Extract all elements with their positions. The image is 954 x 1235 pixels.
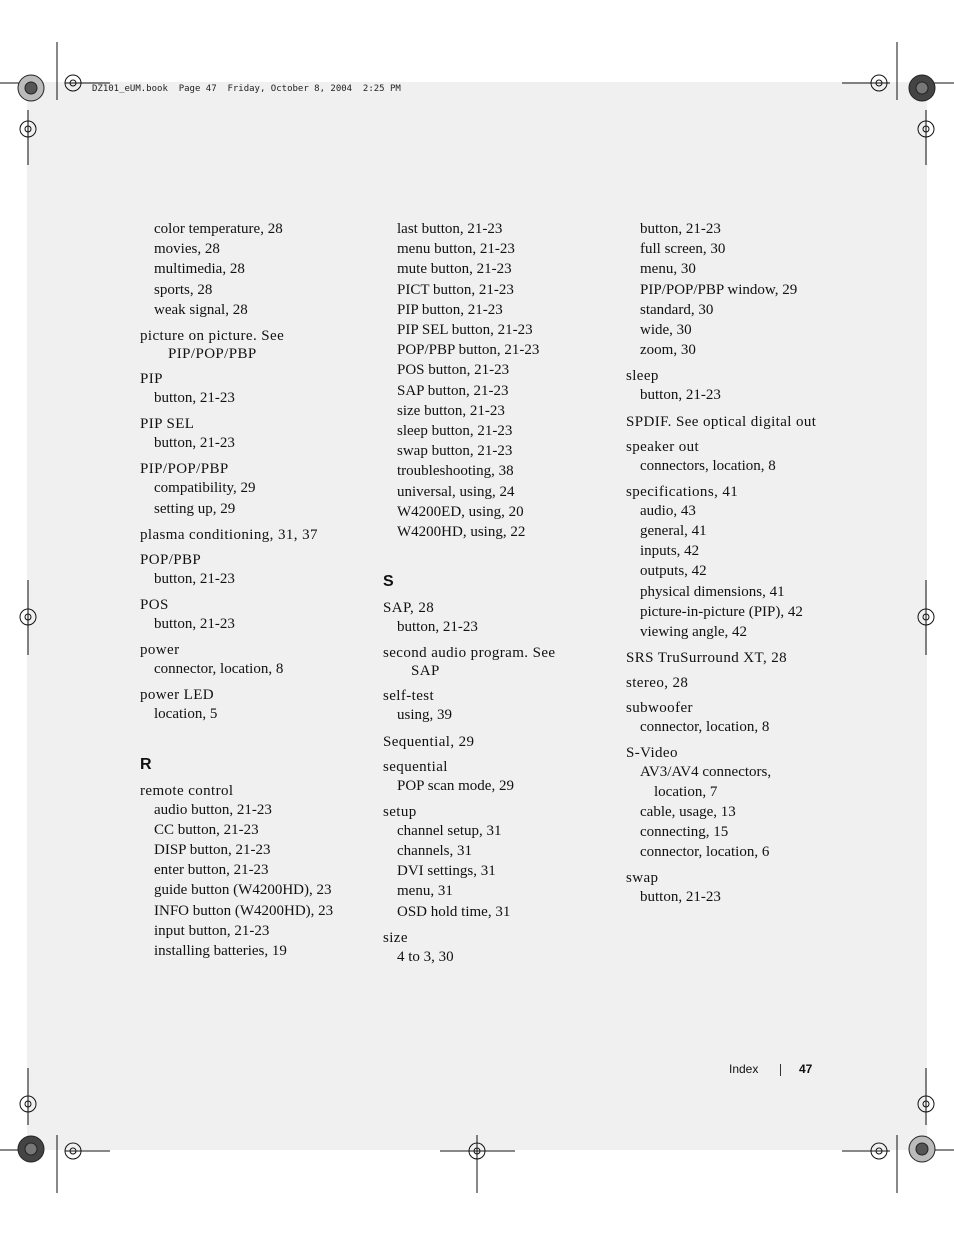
index-subterm: picture-in-picture (PIP), 42 xyxy=(640,603,803,620)
index-subterm: PIP/POP/PBP window, 29 xyxy=(640,281,798,298)
index-main-term: S-Video xyxy=(626,745,678,762)
index-subterm: POS button, 21-23 xyxy=(397,362,510,379)
index-subterm: multimedia, 28 xyxy=(154,261,245,278)
index-entry xyxy=(383,599,618,637)
index-subterm: menu, 31 xyxy=(397,883,453,900)
index-subterm: connectors, location, 8 xyxy=(640,457,776,474)
index-column-3 xyxy=(626,219,861,907)
index-entry xyxy=(626,699,861,737)
index-subterm: AV3/AV4 connectors, xyxy=(640,764,772,781)
page-number: 47 xyxy=(799,1062,813,1076)
index-subterm: button, 21-23 xyxy=(397,619,478,636)
print-slug: DZ101_eUM.book Page 47 Friday, October 8, 2004 2:25 PM xyxy=(92,84,401,94)
index-main-term: sequential xyxy=(383,758,448,775)
index-entry xyxy=(140,686,375,724)
index-main-term: picture on picture. See xyxy=(140,328,285,345)
index-main-term: setup xyxy=(383,803,417,820)
index-subterm: W4200HD, using, 22 xyxy=(397,524,526,541)
index-subterm: input button, 21-23 xyxy=(154,922,270,939)
index-subterm: button, 21-23 xyxy=(640,889,721,906)
index-main-term: speaker out xyxy=(626,438,700,455)
index-subterm: button, 21-23 xyxy=(640,387,721,404)
index-subterm: OSD hold time, 31 xyxy=(397,903,511,920)
index-main-term: second audio program. See xyxy=(383,645,556,662)
index-subterm: guide button (W4200HD), 23 xyxy=(154,882,332,899)
index-subterm: installing batteries, 19 xyxy=(154,943,287,960)
index-main-term: SRS TruSurround XT, 28 xyxy=(626,650,788,667)
section-spacer xyxy=(383,542,618,572)
index-main-term: stereo, 28 xyxy=(626,675,689,692)
index-entry xyxy=(140,219,375,320)
index-entry xyxy=(626,869,861,907)
index-subterm: zoom, 30 xyxy=(640,342,696,359)
index-main-term: size xyxy=(383,929,408,946)
index-main-term: PIP/POP/PBP xyxy=(140,461,229,478)
index-subterm: size button, 21-23 xyxy=(397,402,505,419)
index-entry xyxy=(383,758,618,796)
index-entry xyxy=(383,219,618,542)
index-subterm: outputs, 42 xyxy=(640,563,707,580)
index-entry xyxy=(140,641,375,679)
index-main-term: swap xyxy=(626,870,659,887)
index-entry xyxy=(626,744,861,862)
index-subterm: audio, 43 xyxy=(640,502,696,519)
index-subterm: INFO button (W4200HD), 23 xyxy=(154,902,334,919)
index-entry xyxy=(140,460,375,518)
index-subterm: channel setup, 31 xyxy=(397,822,502,839)
index-subterm: connecting, 15 xyxy=(640,823,729,840)
index-subterm: PIP button, 21-23 xyxy=(397,301,503,318)
index-main-term: POS xyxy=(140,597,169,614)
index-main-term: Sequential, 29 xyxy=(383,733,475,750)
index-subterm: last button, 21-23 xyxy=(397,221,503,237)
index-subterm: audio button, 21-23 xyxy=(154,801,272,818)
section-spacer xyxy=(140,725,375,755)
index-main-term: SAP, 28 xyxy=(383,600,435,617)
index-subterm: swap button, 21-23 xyxy=(397,443,513,460)
index-entry xyxy=(383,644,618,680)
index-subterm: connector, location, 8 xyxy=(640,719,770,736)
index-subterm: setting up, 29 xyxy=(154,500,236,517)
index-subterm: 4 to 3, 30 xyxy=(397,948,454,965)
index-subterm: sports, 28 xyxy=(154,281,213,298)
index-subterm: connector, location, 6 xyxy=(640,844,770,861)
index-subterm: color temperature, 28 xyxy=(154,221,283,237)
index-entry xyxy=(140,415,375,453)
footer-divider xyxy=(780,1064,781,1076)
index-subterm: inputs, 42 xyxy=(640,543,700,560)
index-main-term: SPDIF. See optical digital out xyxy=(626,413,817,430)
index-entry xyxy=(140,526,375,544)
index-subterm: button, 21-23 xyxy=(154,390,235,407)
index-entry xyxy=(383,687,618,725)
index-subterm: universal, using, 24 xyxy=(397,483,515,500)
index-subterm: standard, 30 xyxy=(640,301,714,318)
index-entry xyxy=(626,219,861,360)
index-subterm: full screen, 30 xyxy=(640,241,726,258)
index-subterm: button, 21-23 xyxy=(154,616,235,633)
index-term-continuation: PIP/POP/PBP xyxy=(168,346,257,363)
index-entry xyxy=(383,929,618,967)
footer-section-label: Index xyxy=(729,1062,759,1076)
index-main-term: specifications, 41 xyxy=(626,483,739,500)
index-entry xyxy=(626,413,861,431)
index-subterm: button, 21-23 xyxy=(640,221,721,237)
index-main-term: remote control xyxy=(140,782,234,799)
index-subterm: W4200ED, using, 20 xyxy=(397,503,524,520)
index-entry xyxy=(383,803,618,922)
index-subterm: movies, 28 xyxy=(154,241,220,258)
index-column-1 xyxy=(140,219,375,961)
index-main-term: self-test xyxy=(383,688,435,705)
index-main-term: subwoofer xyxy=(626,700,693,717)
index-entry xyxy=(626,367,861,405)
index-term-continuation: SAP xyxy=(411,663,440,680)
index-main-term: power LED xyxy=(140,687,214,704)
index-subterm: CC button, 21-23 xyxy=(154,821,259,838)
index-entry xyxy=(140,596,375,634)
index-letter-heading: S xyxy=(383,573,394,591)
index-subterm: button, 21-23 xyxy=(154,435,235,452)
index-subterm: PIP SEL button, 21-23 xyxy=(397,322,533,339)
index-entry xyxy=(626,438,861,476)
index-main-term: power xyxy=(140,642,180,659)
index-subterm: POP scan mode, 29 xyxy=(397,777,514,794)
index-subterm: troubleshooting, 38 xyxy=(397,463,514,480)
index-column-2 xyxy=(383,219,618,967)
index-main-term: PIP xyxy=(140,371,163,388)
index-entry xyxy=(140,782,375,962)
index-subterm: connector, location, 8 xyxy=(154,661,284,678)
index-subterm: compatibility, 29 xyxy=(154,480,256,497)
index-subterm: sleep button, 21-23 xyxy=(397,423,513,440)
index-subterm: SAP button, 21-23 xyxy=(397,382,509,399)
index-term-continuation: location, 7 xyxy=(654,783,718,800)
index-subterm: location, 5 xyxy=(154,706,218,723)
index-subterm: DVI settings, 31 xyxy=(397,863,496,880)
index-subterm: channels, 31 xyxy=(397,843,472,860)
index-entry xyxy=(626,674,861,692)
index-subterm: wide, 30 xyxy=(640,322,692,339)
index-subterm: general, 41 xyxy=(640,523,707,540)
index-entry xyxy=(626,649,861,667)
index-subterm: button, 21-23 xyxy=(154,570,235,587)
index-subterm: mute button, 21-23 xyxy=(397,261,512,278)
index-letter-heading: R xyxy=(140,755,152,773)
index-subterm: PICT button, 21-23 xyxy=(397,281,514,298)
page-footer xyxy=(729,1062,813,1076)
index-main-term: PIP SEL xyxy=(140,416,195,433)
index-entry xyxy=(140,327,375,363)
index-subterm: menu button, 21-23 xyxy=(397,241,515,258)
index-subterm: menu, 30 xyxy=(640,261,696,278)
index-entry xyxy=(626,483,861,642)
index-subterm: weak signal, 28 xyxy=(154,301,248,318)
index-main-term: POP/PBP xyxy=(140,551,202,568)
index-subterm: DISP button, 21-23 xyxy=(154,842,271,859)
index-main-term: plasma conditioning, 31, 37 xyxy=(140,526,318,543)
index-entry xyxy=(140,370,375,408)
index-subterm: viewing angle, 42 xyxy=(640,624,748,641)
index-entry xyxy=(383,733,618,751)
index-subterm: cable, usage, 13 xyxy=(640,803,736,820)
index-subterm: enter button, 21-23 xyxy=(154,862,269,879)
index-subterm: physical dimensions, 41 xyxy=(640,583,785,600)
index-subterm: using, 39 xyxy=(397,707,453,724)
index-entry xyxy=(140,551,375,589)
index-subterm: POP/PBP button, 21-23 xyxy=(397,342,540,359)
index-main-term: sleep xyxy=(626,368,659,385)
